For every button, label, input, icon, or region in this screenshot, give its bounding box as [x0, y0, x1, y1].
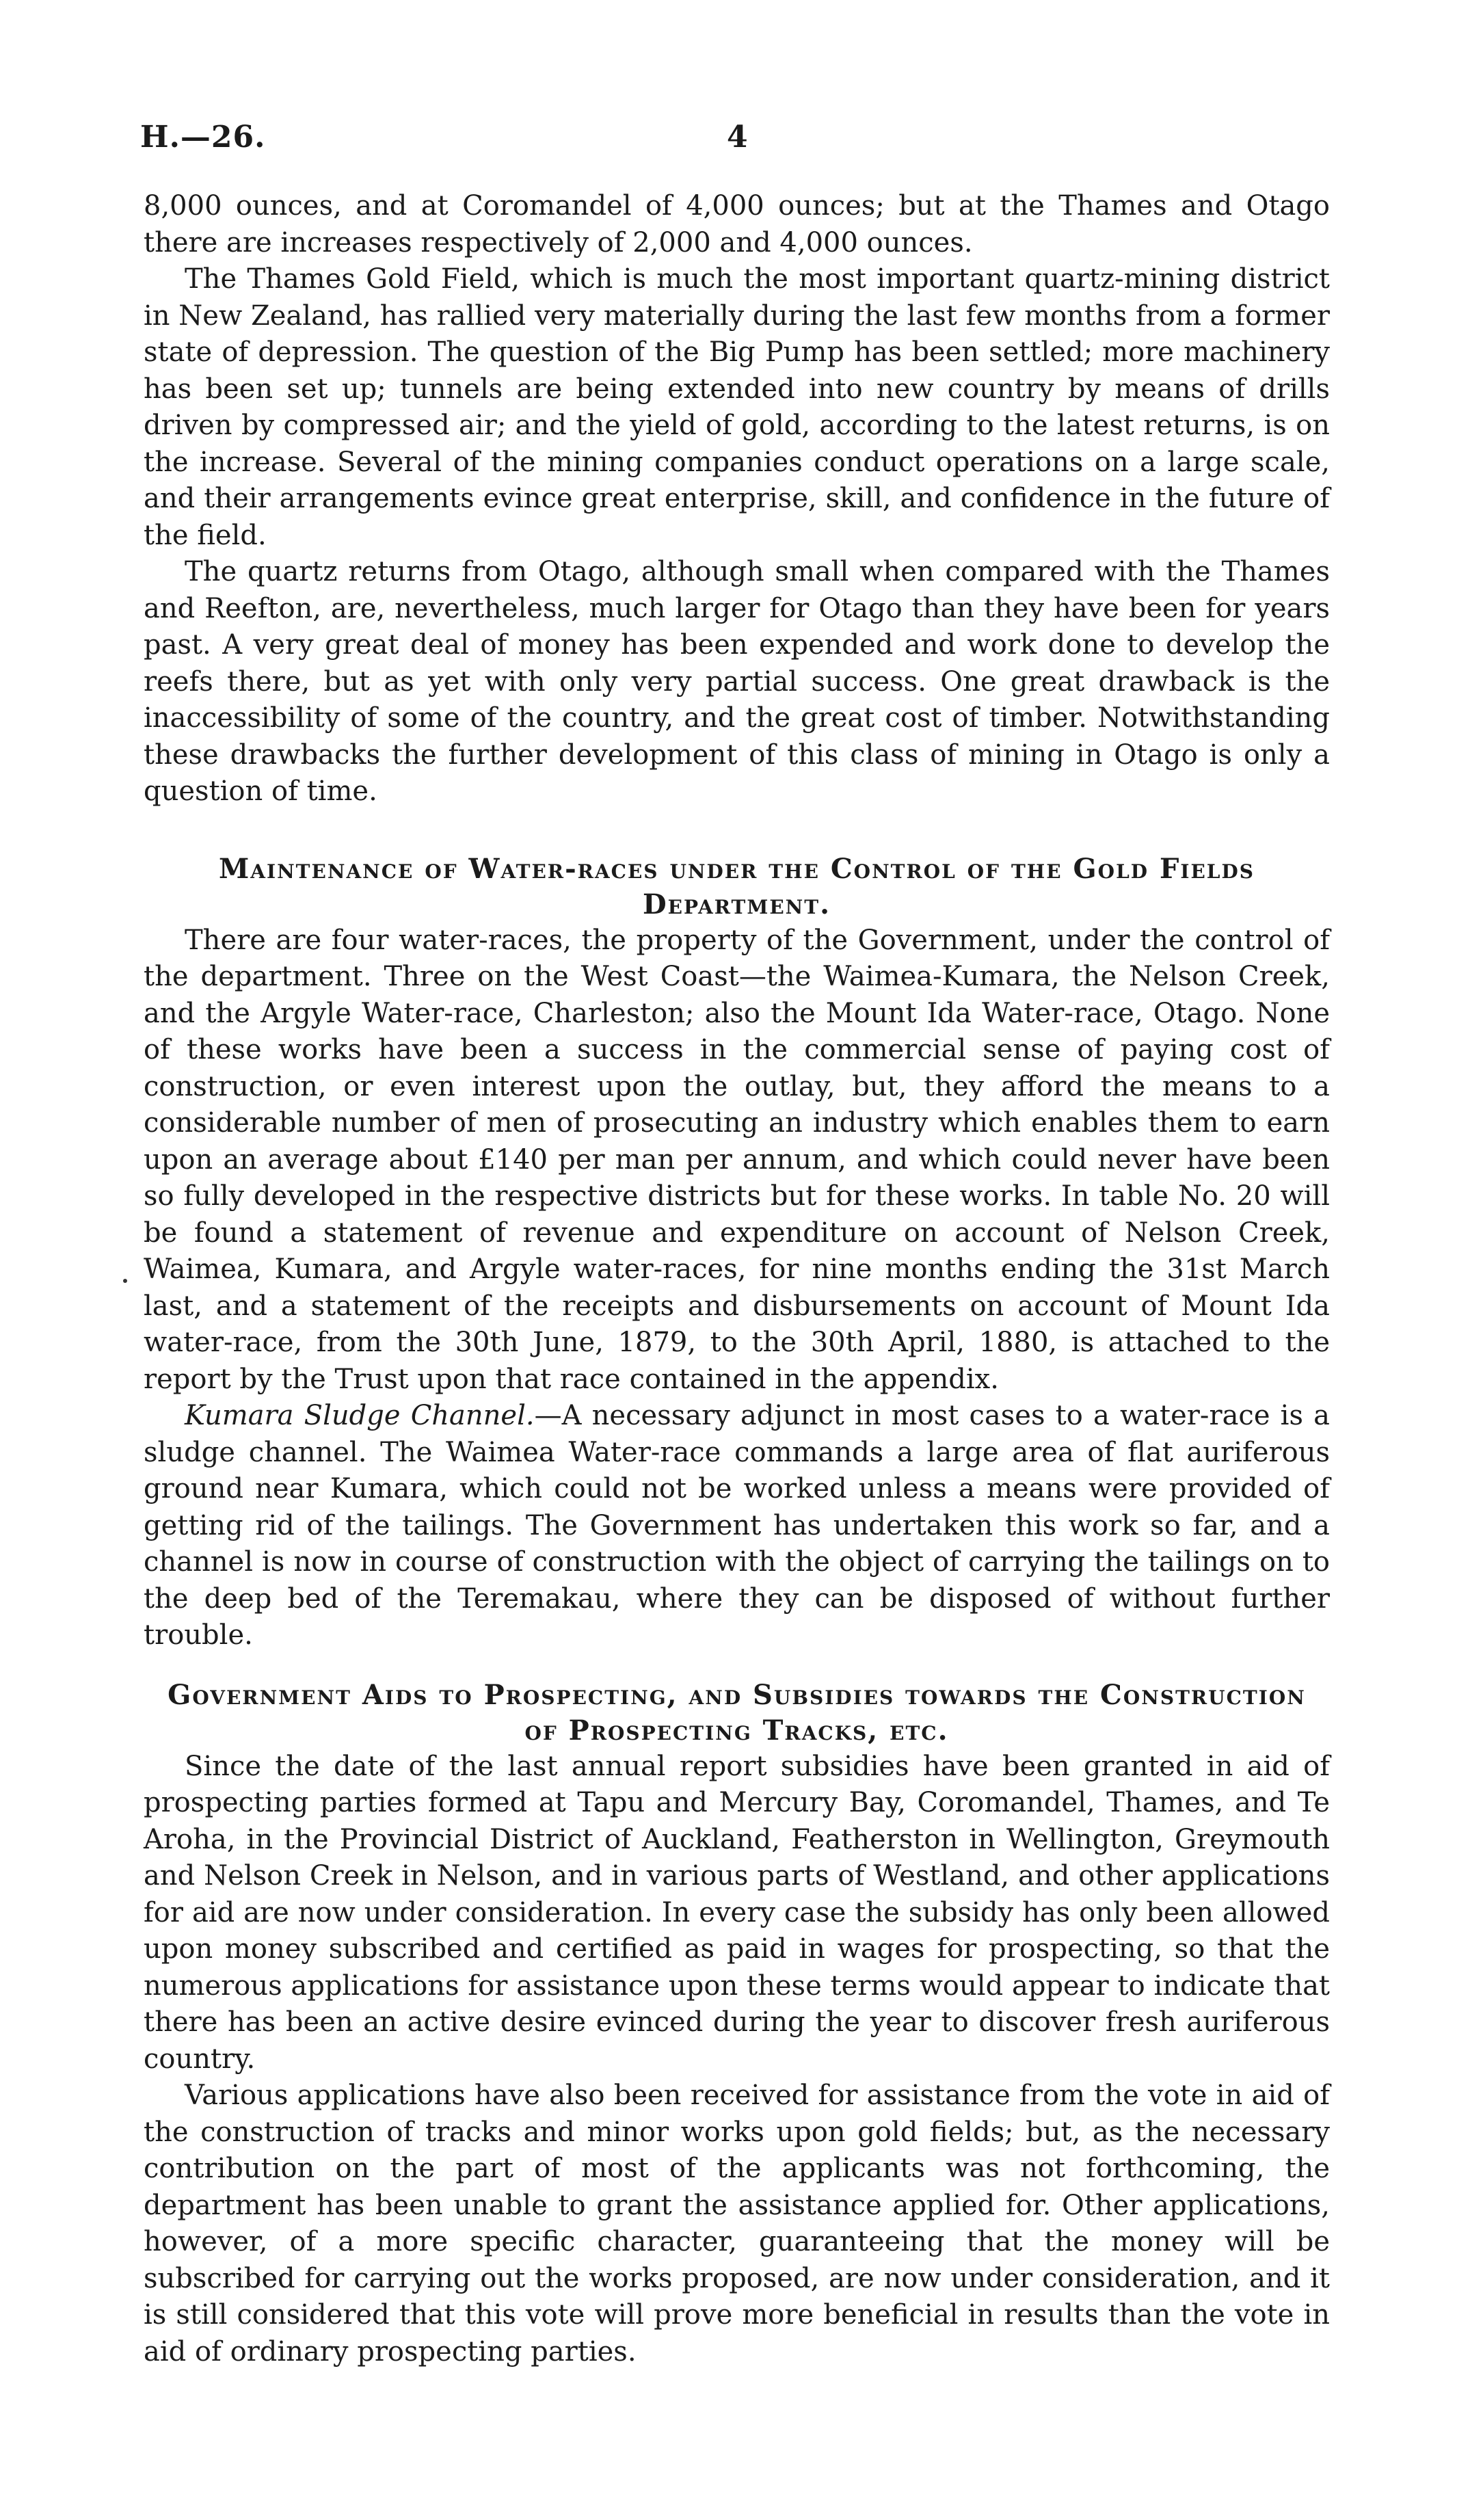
- paragraph-kumara-sludge-channel: [144, 1398, 1330, 1654]
- paragraph-four-water-races: There are four water-races, the property of the Government, under the control of the department. Three on the West Coast—the Waimea-Kumara, the Nelson Creek, and the Argyle Water-race, Charleston; also the Mount Ida Water-race, Otago. None of these works have been a success in the commercial sense of paying cost of construction, or even interest upon the outlay, but, they afford the means to a considerable number of men of prosecuting an industry which enables them to earn upon an average about £140 per man per annum, and which could never have been so fully developed in the respective districts but for these works. In table No. 20 will be found a statement of revenue and expenditure on account of Nelson Creek, Waimea, Kumara, and Argyle water-races, for nine months ending the 31st March last, and a statement of the receipts and disbursements on account of Mount Ida water-race, from the 30th June, 1879, to the 30th April, 1880, is attached to the report by the Trust upon that race contained in the appendix.: [144, 924, 1330, 1395]
- section-heading-water-races: [144, 851, 1330, 923]
- paragraph-tracks-minor-works: Various applications have also been received for assistance from the vote in aid of the construction of tracks and minor works upon gold fields; but, as the necessary contribution on the part of most of the applicants was not forthcoming, the department has been unable to grant the assistance applied for. Other applications, however, of a more specific character, guaranteeing that the money will be subscribed for carrying out the works proposed, are now under consideration, and it is still considered that this vote will prove more beneficial in results than the vote in aid of ordinary prospecting parties.: [144, 2080, 1330, 2368]
- document-body: [144, 188, 1330, 2370]
- section-heading-water-races-line1: Maintenance of Water-races under the Control of the Gold Fields: [218, 852, 1255, 885]
- section-heading-water-races-line2: Department.: [642, 888, 831, 920]
- paragraph-prospecting-subsidies: Since the date of the last annual report subsidies have been granted in aid of prospecting parties formed at Tapu and Mercury Bay, Coromandel, Thames, and Te Aroha, in the Provincial District of Auckland, Featherston in Wellington, Greymouth and Nelson Creek in Nelson, and in various parts of Westland, and other applications for aid are now under consideration. In every case the subsidy has only been allowed upon money subscribed and certified as paid in wages for prospecting, so that the numerous applications for assistance upon these terms would appear to indicate that there has been an active desire evinced during the year to discover fresh auriferous country.: [144, 1750, 1330, 2075]
- document-reference: H.—26.: [140, 120, 266, 155]
- section-heading-prospecting-line1: Government Aids to Prospecting, and Subsidies towards the Construction: [168, 1678, 1306, 1711]
- section-heading-prospecting-line2: of Prospecting Tracks, etc.: [524, 1714, 949, 1747]
- page-header: [140, 120, 1330, 161]
- margin-dot: [123, 1279, 127, 1283]
- kumara-sludge-channel-text: —A necessary adjunct in most cases to a water-race is a sludge channel. The Waimea Water-race commands a large area of flat auriferous ground near Kumara, which could not be worked unless a means were provided of getting rid of the tailings. The Government has undertaken this work so far, and a channel is now in course of construction with the object of carrying the tailings on to the deep bed of the Teremakau, where they can be disposed of without further trouble.: [144, 1400, 1330, 1651]
- paragraph-thames-gold-field: The Thames Gold Field, which is much the most important quartz-mining district in New Zealand, has rallied very materially during the last few months from a former state of depression. The question of the Big Pump has been settled; more machinery has been set up; tunnels are being extended into new country by means of drills driven by compressed air; and the yield of gold, according to the latest returns, is on the increase. Several of the mining companies conduct operations on a large scale, and their arrangements evince great enterprise, skill, and confidence in the future of the field.: [144, 263, 1330, 551]
- page-number: 4: [727, 120, 748, 155]
- kumara-sludge-channel-title: Kumara Sludge Channel.: [185, 1400, 535, 1431]
- paragraph-otago-quartz-returns: The quartz returns from Otago, although small when compared with the Thames and Reefton, are, nevertheless, much larger for Otago than they have been for years past. A very great deal of money has been expended and work done to develop the reefs there, but as yet with only very partial success. One great drawback is the inaccessibility of some of the country, and the great cost of timber. Notwithstanding these drawbacks the further development of this class of mining in Otago is only a question of time.: [144, 556, 1330, 807]
- paragraph-ounces: 8,000 ounces, and at Coromandel of 4,000 ounces; but at the Thames and Otago there are increases respectively of 2,000 and 4,000 ounces.: [144, 190, 1330, 258]
- section-heading-prospecting: [144, 1677, 1330, 1749]
